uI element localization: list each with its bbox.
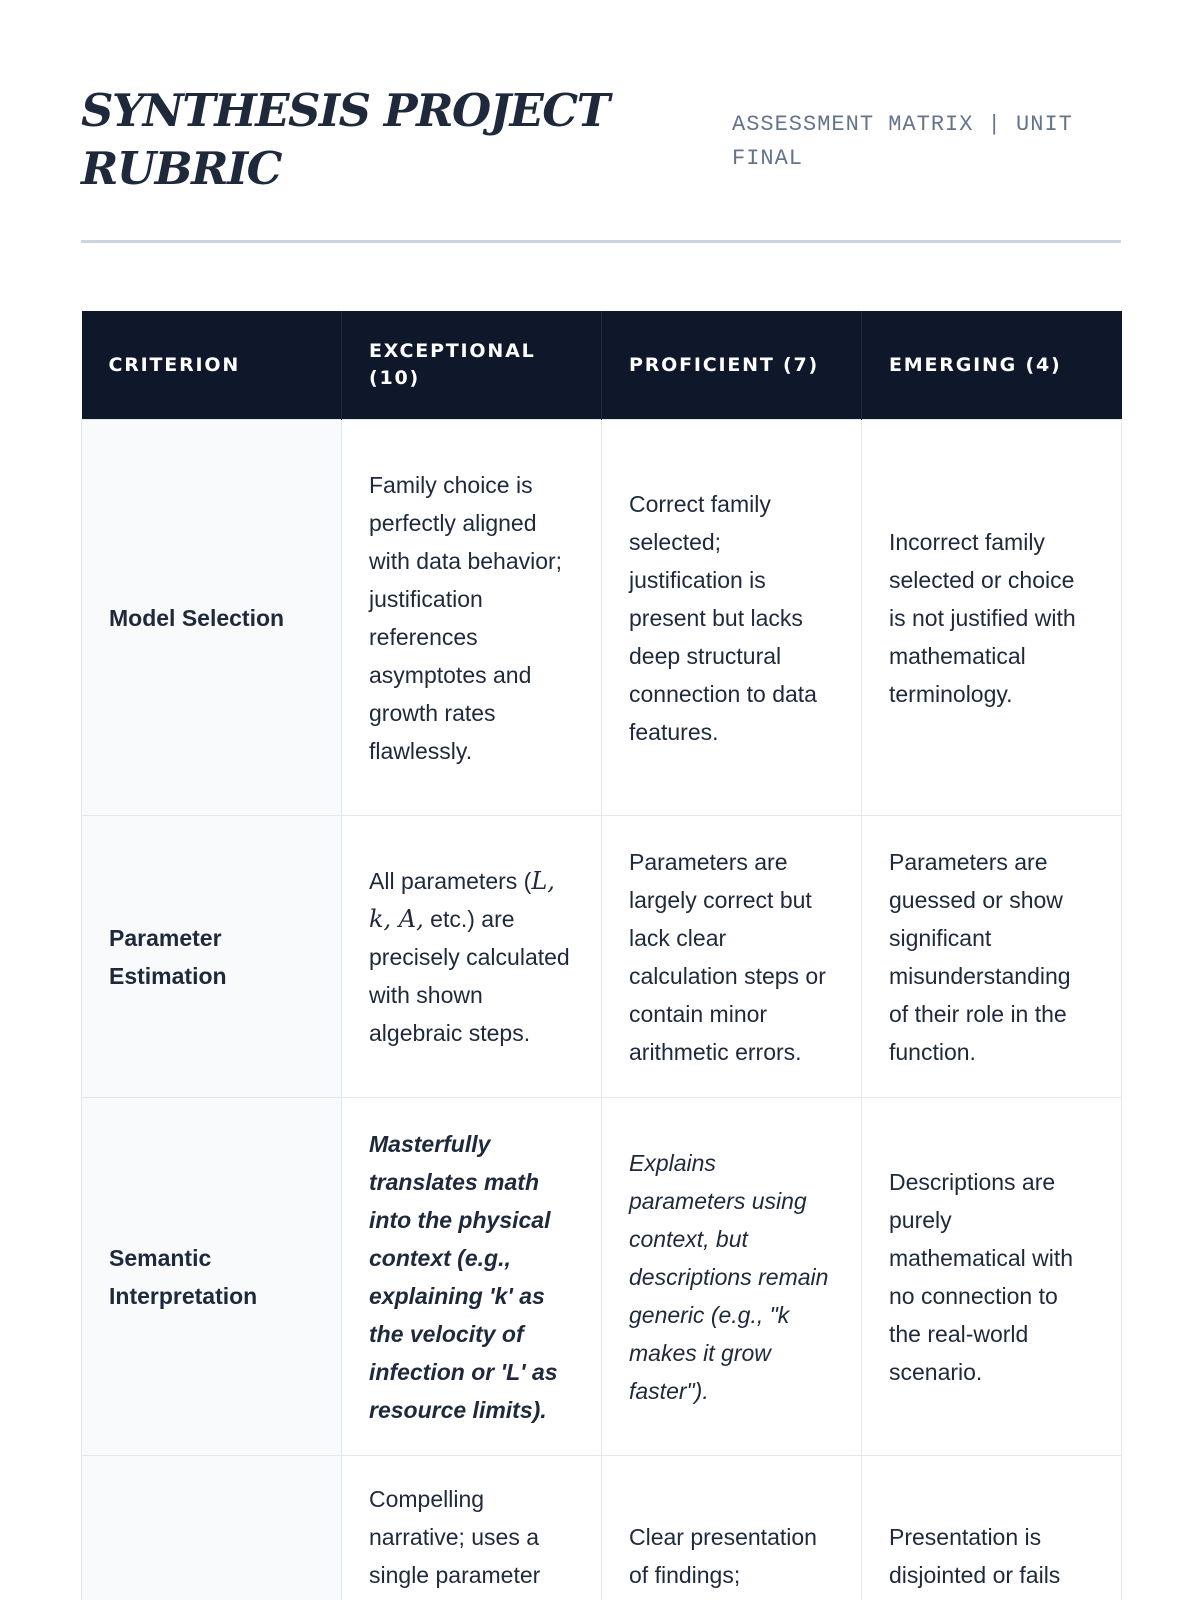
emerging-cell: Incorrect family selected or choice is not justified with mathematical terminology. — [862, 420, 1122, 816]
page-title: SYNTHESIS PROJECT RUBRIC — [81, 84, 609, 195]
table-row — [82, 1098, 1122, 1456]
exceptional-text-prefix: All parameters ( — [369, 867, 532, 894]
page-header — [81, 82, 1121, 242]
exceptional-cell — [342, 816, 602, 1098]
table-row — [82, 1456, 1122, 1600]
criterion-cell: Parameter Estimation — [82, 816, 342, 1098]
proficient-cell: Correct family selected; justification is present but lacks deep structural connection to data features. — [602, 420, 862, 816]
parameter-math: L, k, A, — [369, 866, 555, 933]
rubric-table-head — [82, 311, 1122, 420]
column-header-criterion: CRITERION — [82, 311, 342, 420]
proficient-cell: Explains parameters using context, but descriptions remain generic (e.g., "k makes it grow faster"). — [602, 1098, 862, 1456]
exceptional-cell: Compelling narrative; uses a single parameter — [342, 1456, 602, 1600]
column-header-exceptional: EXCEPTIONAL (10) — [342, 311, 602, 420]
header-row — [82, 311, 1122, 420]
criterion-cell: Model Selection — [82, 420, 342, 816]
exceptional-cell: Family choice is perfectly aligned with data behavior; justification references asymptotes and growth rates flawlessly. — [342, 420, 602, 816]
column-header-emerging: EMERGING (4) — [862, 311, 1122, 420]
proficient-cell: Parameters are largely correct but lack clear calculation steps or contain minor arithmetic errors. — [602, 816, 862, 1098]
column-header-proficient: PROFICIENT (7) — [602, 311, 862, 420]
exceptional-cell: Masterfully translates math into the physical context (e.g., explaining 'k' as the velocity of infection or 'L' as resource limits). — [342, 1098, 602, 1456]
table-row — [82, 420, 1122, 816]
criterion-cell — [82, 1456, 342, 1600]
rubric-table-body — [82, 420, 1122, 1600]
emerging-cell: Parameters are guessed or show significant misunderstanding of their role in the function. — [862, 816, 1122, 1098]
header-divider — [81, 240, 1121, 243]
emerging-cell: Descriptions are purely mathematical with no connection to the real-world scenario. — [862, 1098, 1122, 1456]
proficient-cell: Clear presentation of findings; — [602, 1456, 862, 1600]
page-subtitle: ASSESSMENT MATRIX | UNIT FINAL — [732, 112, 1073, 171]
criterion-cell: Semantic Interpretation — [82, 1098, 342, 1456]
table-row — [82, 816, 1122, 1098]
emerging-cell: Presentation is disjointed or fails — [862, 1456, 1122, 1600]
rubric-table — [81, 311, 1122, 1600]
exceptional-text-suffix: etc.) are precisely calculated with shown algebraic steps. — [369, 905, 570, 1046]
